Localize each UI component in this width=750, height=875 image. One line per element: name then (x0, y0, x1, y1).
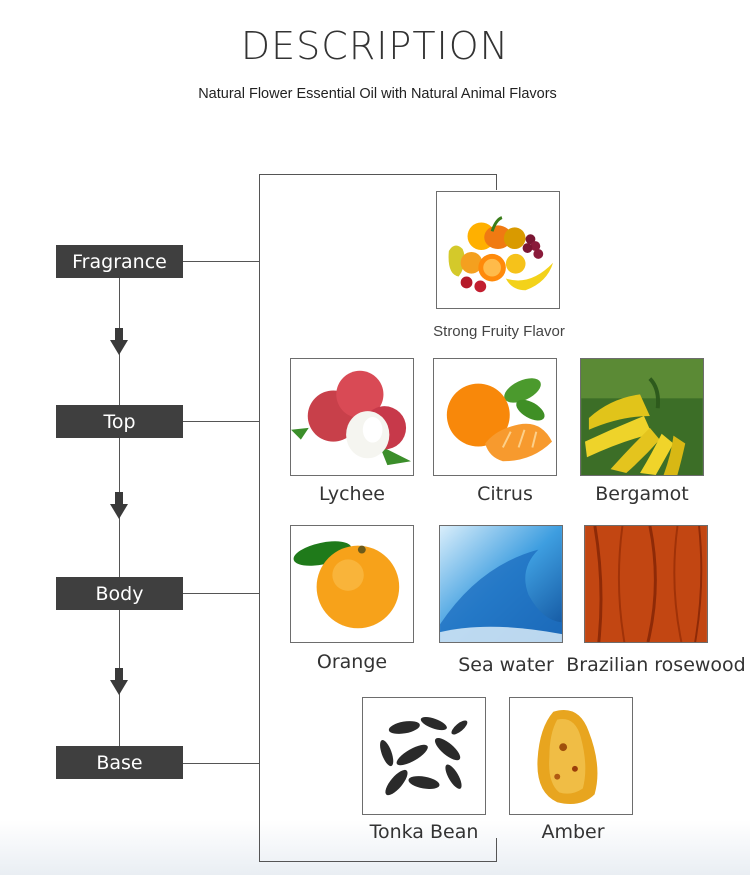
citrus-image (433, 358, 557, 476)
stage-label: Body (95, 582, 144, 605)
stage-label: Fragrance (72, 250, 167, 273)
sea-water-image (439, 525, 563, 643)
orange-image (290, 525, 414, 643)
fruit-image (436, 191, 560, 309)
down-arrow-icon (110, 492, 128, 519)
bracket-bottom-tick (496, 838, 497, 862)
stage-top (56, 405, 183, 438)
bracket-top-tick (496, 174, 497, 190)
down-arrow-icon (110, 668, 128, 695)
bracket-line (259, 174, 260, 862)
note-label: Strong Fruity Flavor (433, 323, 565, 340)
note-label: Orange (316, 651, 388, 673)
connector-top (183, 421, 260, 422)
note-label: Amber (541, 821, 605, 843)
stage-body (56, 577, 183, 610)
note-label: Citrus (477, 483, 533, 505)
stage-base (56, 746, 183, 779)
bracket-top (259, 174, 497, 175)
note-label: Lychee (319, 483, 385, 505)
bracket-bottom (259, 861, 497, 862)
note-label: Brazilian rosewood (566, 654, 746, 676)
lychee-image (290, 358, 414, 476)
stage-label: Base (96, 751, 143, 774)
rosewood-image (584, 525, 708, 643)
note-label: Tonka Bean (369, 821, 479, 843)
connector-base (183, 763, 260, 764)
bergamot-image (580, 358, 704, 476)
amber-image (509, 697, 633, 815)
stage-fragrance (56, 245, 183, 278)
stage-label: Top (103, 410, 136, 433)
tonka-bean-image (362, 697, 486, 815)
down-arrow-icon (110, 328, 128, 355)
note-label: Bergamot (595, 483, 689, 505)
note-label: Sea water (458, 654, 554, 676)
page-subtitle: Natural Flower Essential Oil with Natural Animal Flavors (198, 86, 557, 102)
connector-fragrance (183, 261, 260, 262)
connector-body (183, 593, 260, 594)
page-title: DESCRIPTION (240, 24, 510, 68)
